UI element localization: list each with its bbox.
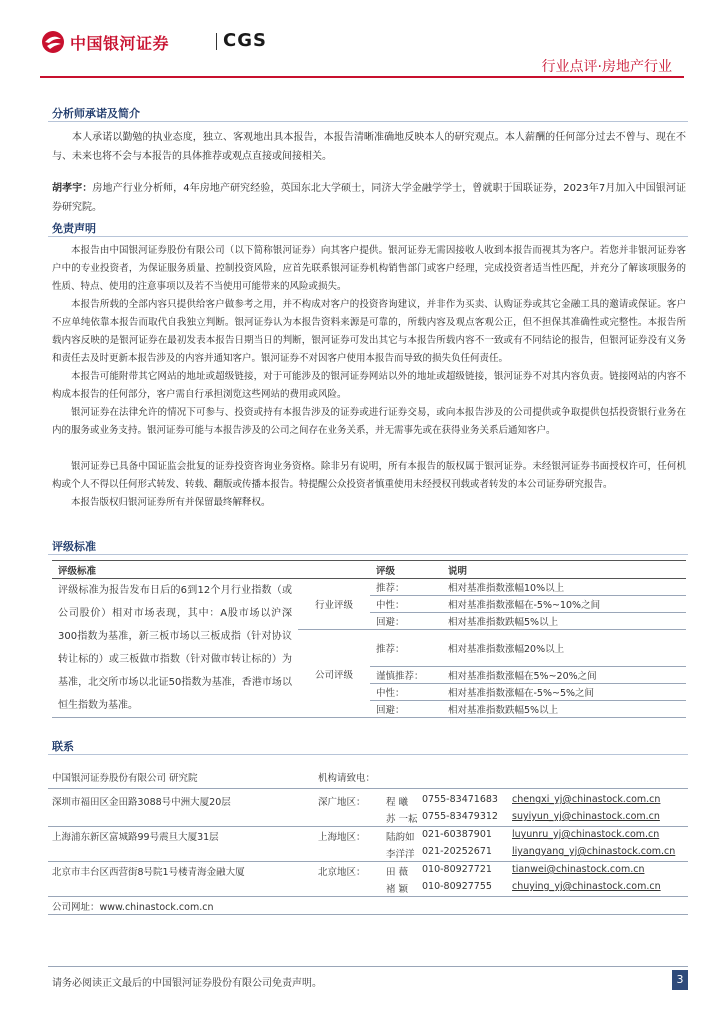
disclaimer-paragraph: 银河证券已具备中国证监会批复的证券投资咨询业务资格。除非另有说明，所有本报告的版权属于银河证券。未经银河证券书面授权许可，任何机构或个人不得以任何形式转发、转载、翻版或传播本报告。特提醒公众投资者慎重使用未经授权刊载或者转发的本公司证券研究报告。 [52, 461, 686, 490]
header-level: 评级 [370, 561, 442, 579]
contact-phone: 0755-83471683 [422, 794, 498, 805]
contact-phone: 010-80927721 [422, 864, 492, 875]
disclaimer-paragraph: 银河证券在法律允许的情况下可参与、投资或持有本报告涉及的证券或进行证券交易，或向本报告涉及的公司提供或争取提供包括投资银行业务在内的服务或业务支持。银河证券可能与本报告涉及的公司之间存在业务关系，并无需事先或在获得业务关系后通知客户。 [52, 407, 686, 436]
report-type: 行业点评·房地产行业 [541, 59, 672, 75]
contact-phone: 0755-83479312 [422, 811, 498, 822]
rating-level: 回避： [370, 701, 442, 718]
contact-phone: 021-20252671 [422, 846, 492, 857]
contact-name: 陆韵如 [386, 832, 415, 843]
contact-email[interactable]: liyangyang_yj@chinastock.com.cn [512, 846, 676, 857]
contact-email[interactable]: chuying_yj@chinastock.com.cn [512, 881, 661, 892]
contact-name: 苏 一耘 [386, 814, 418, 825]
rating-explanation: 相对基准指数涨幅10%以上 [442, 579, 686, 596]
contact-divider [48, 914, 688, 915]
disclaimer-paragraph: 本报告由中国银河证券股份有限公司（以下简称银河证券）向其客户提供。银河证券无需因接收人收到本报告而视其为客户。若您并非银河证券客户中的专业投资者，为保证服务质量、控制投资风险，应首先联系银河证券机构销售部门或客户经理，完成投资者适当性匹配，并充分了解该项服务的性质、特点、使用的注意事项以及若不当使用可能带来的风险或损失。 [52, 245, 686, 292]
rating-explanation: 相对基准指数跌幅5%以上 [442, 701, 686, 718]
logo-divider [216, 33, 217, 50]
contact-divider [48, 826, 688, 827]
contact-email[interactable]: chengxi_yj@chinastock.com.cn [512, 794, 661, 805]
contact-email[interactable]: luyunru_yj@chinastock.com.cn [512, 829, 660, 840]
rating-explanation: 相对基准指数涨幅在5%~20%之间 [442, 667, 686, 684]
region-label: 深广地区： [318, 797, 366, 808]
analyst-section-title: 分析师承诺及简介 [52, 107, 140, 120]
disclaimer-section-title: 免责声明 [52, 222, 96, 235]
contact-name: 李洋洋 [386, 849, 415, 860]
section-divider [48, 121, 688, 122]
rating-standard-desc: 评级标准为报告发布日后的6到12个月行业指数（或公司股价）相对市场表现，其中：A股市场以沪深300指数为基准，新三板市场以三板成指（针对协议转让标的）或三板做市指数（针对做市转让标的）为基准，北交所市场以北证50指数为基准，香港市场以恒生指数为基准。 [52, 579, 298, 718]
disclaimer-paragraph: 本报告版权归银河证券所有并保留最终解释权。 [71, 497, 271, 508]
company-name-en: CGS [223, 30, 267, 51]
company-website[interactable]: 公司网址：www.chinastock.com.cn [52, 902, 214, 913]
address-shanghai: 上海浦东新区富城路99号震旦大厦31层 [52, 832, 219, 843]
contact-company: 中国银河证券股份有限公司 研究院 [52, 773, 198, 784]
footer-divider [48, 966, 688, 967]
rating-explanation: 相对基准指数涨幅在-5%~5%之间 [442, 684, 686, 701]
contact-name: 田 薇 [386, 867, 409, 878]
contact-sales-title: 机构请致电： [318, 773, 376, 784]
disclaimer-paragraph: 本报告可能附带其它网站的地址或超级链接，对于可能涉及的银河证券网站以外的地址或超级链接，银河证券不对其内容负责。链接网站的内容不构成本报告的任何部分，客户需自行承担浏览这些网站的费用或风险。 [52, 371, 686, 400]
section-divider [48, 554, 688, 555]
analyst-commitment: 本人承诺以勤勉的执业态度，独立、客观地出具本报告，本报告清晰准确地反映本人的研究观点。本人薪酬的任何部分过去不曾与、现在不与、未来也将不会与本报告的具体推荐或观点直接或间接相关。 [52, 132, 686, 162]
contact-phone: 021-60387901 [422, 829, 492, 840]
contact-email[interactable]: suyiyun_yj@chinastock.com.cn [512, 811, 660, 822]
rating-level: 中性： [370, 596, 442, 613]
rating-level: 中性： [370, 684, 442, 701]
section-divider [48, 754, 688, 755]
rating-level: 回避： [370, 613, 442, 630]
contact-email[interactable]: tianwei@chinastock.com.cn [512, 864, 645, 875]
disclaimer-paragraph: 本报告所载的全部内容只提供给客户做参考之用，并不构成对客户的投资咨询建议，并非作为买卖、认购证券或其它金融工具的邀请或保证。客户不应单纯依靠本报告而取代自我独立判断。银河证券认为本报告资料来源是可靠的，所载内容及观点客观公正，但不担保其准确性或完整性。本报告所载内容反映的是银河证券在最初发表本报告日期当日的判断，银河证券可发出其它与本报告所载内容不一致或有不同结论的报告，但银河证券没有义务和责任去及时更新本报告涉及的内容并通知客户。银河证券不对因客户使用本报告而导致的损失负任何责任。 [52, 299, 686, 364]
page-header [40, 28, 684, 56]
analyst-name: 胡孝宇： [52, 183, 93, 194]
table-row [52, 579, 686, 596]
rating-explanation: 相对基准指数涨幅在-5%~10%之间 [442, 596, 686, 613]
region-label: 北京地区： [318, 867, 366, 878]
company-rating-label: 公司评级 [298, 630, 370, 718]
contact-section-title: 联系 [52, 740, 74, 753]
contact-name: 程 曦 [386, 797, 409, 808]
contact-name: 褚 颖 [386, 884, 409, 895]
footer-disclaimer: 请务必阅读正文最后的中国银河证券股份有限公司免责声明。 [52, 978, 322, 989]
cgs-logo-icon [40, 30, 66, 54]
rating-explanation: 相对基准指数涨幅20%以上 [442, 630, 686, 667]
rating-level: 推荐： [370, 579, 442, 596]
header-standard: 评级标准 [52, 561, 298, 579]
contact-phone: 010-80927755 [422, 881, 492, 892]
rating-level: 推荐： [370, 630, 442, 667]
rating-table [52, 560, 686, 718]
section-divider [48, 236, 688, 237]
analyst-bio [52, 179, 686, 217]
region-label: 上海地区： [318, 832, 366, 843]
contact-divider [48, 896, 688, 897]
contact-divider [48, 861, 688, 862]
industry-rating-label: 行业评级 [298, 579, 370, 630]
contact-divider [48, 788, 688, 789]
address-beijing: 北京市丰台区西营街8号院1号楼青海金融大厦 [52, 867, 245, 878]
rating-level: 谨慎推荐： [370, 667, 442, 684]
header-blank [298, 561, 370, 579]
address-shenzhen: 深圳市福田区金田路3088号中洲大厦20层 [52, 797, 231, 808]
header-divider [40, 76, 684, 78]
header-explanation: 说明 [442, 561, 686, 579]
company-name-cn: 中国银河证券 [70, 34, 170, 53]
page-number: 3 [672, 970, 688, 990]
rating-explanation: 相对基准指数跌幅5%以上 [442, 613, 686, 630]
analyst-bio-text: 房地产行业分析师，4年房地产研究经验，英国东北大学硕士，同济大学金融学学士，曾就职于国联证券，2023年7月加入中国银河证券研究院。 [52, 183, 686, 213]
rating-section-title: 评级标准 [52, 540, 96, 553]
rating-table-header [52, 561, 686, 579]
